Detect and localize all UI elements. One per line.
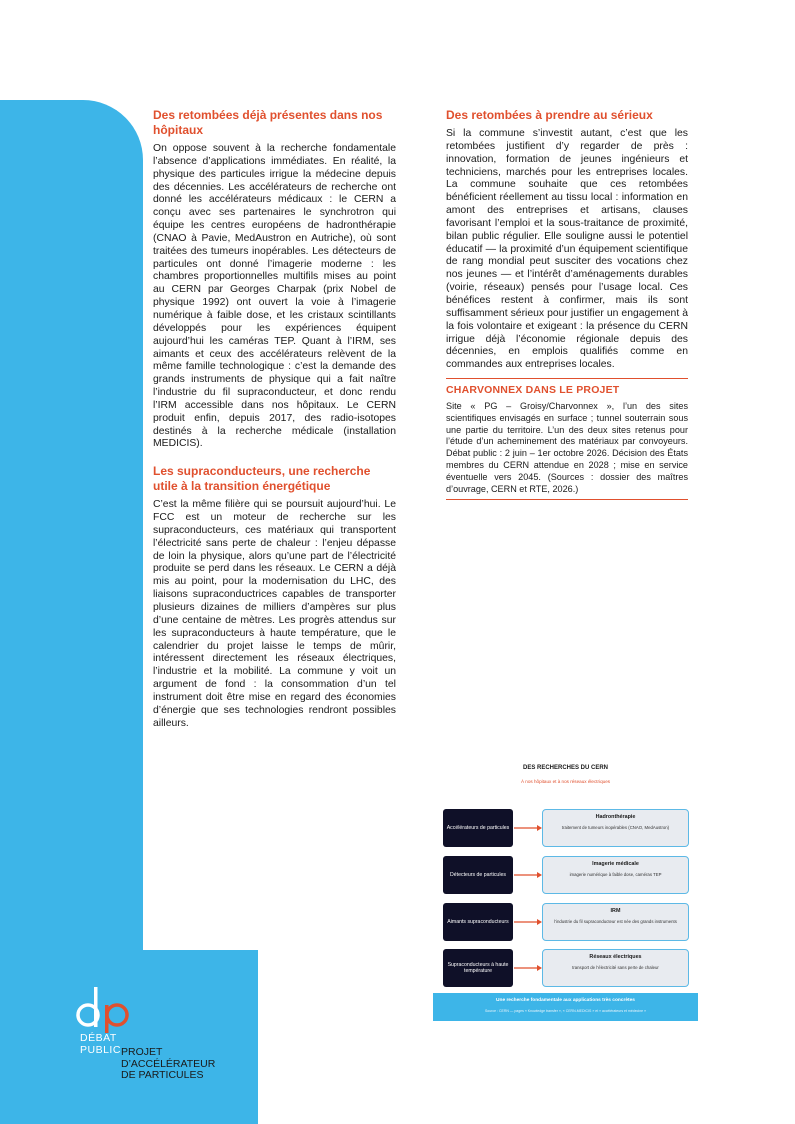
project-line-3: DE PARTICULES bbox=[121, 1069, 204, 1081]
arrow-icon bbox=[513, 823, 543, 833]
project-line-1: PROJET bbox=[121, 1046, 163, 1058]
section-text-hopitaux: On oppose souvent à la recherche fondamentale l’absence d’applications immédiates. En réalité, la physique des particules irrigue la médecine depuis des décennies. Les accélérateurs de recherche ont donné les accélérateurs médicaux : le CERN a conçu avec ses partenaires le synchrotron qui équipe les centres européens de hadronthérapie (CNAO à Pavie, MedAustron en Autriche), où sont traitées des tumeurs inopérables. Les détecteurs de particules ont donné l’imagerie moderne : les chambres proportionnelles multifils mises au point au CERN par Georges Charpak (prix Nobel de physique 1992) ont ouvert la voie à l’imagerie numérique à faible dose, et les cristaux scintillants développés pour les expériences équipent aujourd’hui les caméras TEP. Quant à l’IRM, ses aimants et ceux des accélérateurs relèvent de la même famille technologique : c’est la demande des grands instruments de physique qui a fait naître l’industrie du fil supraconducteur, et donc rendu l’IRM accessible dans nos hôpitaux. Le CERN produit enfin, depuis 2017, des radio-isotopes destinés à la recherche médicale (installation MEDICIS). bbox=[153, 143, 396, 450]
logo-project-name bbox=[121, 1047, 215, 1082]
diagram-subtitle: À nos hôpitaux et à nos réseaux électriques bbox=[520, 779, 611, 784]
application-desc: l’industrie du fil supraconducteur est née des grands instruments bbox=[554, 919, 677, 924]
arrow-icon bbox=[513, 870, 543, 880]
diagram-application-box bbox=[542, 903, 689, 941]
debat-public-logo bbox=[66, 985, 246, 1085]
charvonnex-box bbox=[446, 378, 688, 500]
diagram-footer bbox=[433, 993, 698, 1021]
right-column bbox=[446, 108, 688, 500]
application-title: Réseaux électriques bbox=[589, 954, 642, 960]
logo-debat-public bbox=[80, 1032, 121, 1056]
section-text-retombees: Si la commune s’investit autant, c’est que les retombées justifient d’y regarder de près : innovation, formation de jeunes ingénieurs et techniciens, marchés pour les entreprises locales. La commune souhaite que ces retombées bénéficient réellement au tissu local : information en amont des entreprises et artisans, clauses favorisant l’emploi et la sous-traitance de proximité, bilan public régulier. Elle souligne aussi le potentiel éducatif — la proximité d’un équipement scientifique de rang mondial peut susciter des vocations chez nos jeunes — et l’intérêt d’aménagements durables (voirie, réseaux) pensés pour l’usage local. Ces bénéfices restent à confirmer, mais ils sont suffisamment sérieux pour justifier un engagement à la fois volontaire et exigeant : la présence du CERN irrigue déjà l’économie régionale depuis des décennies, en emplois qualifiés comme en commandes aux entreprises locales. bbox=[446, 128, 688, 371]
application-desc: transport de l’électricité sans perte de chaleur bbox=[572, 965, 659, 970]
cern-diagram bbox=[433, 757, 698, 1022]
diagram-source-box: Supraconducteurs à haute température bbox=[443, 949, 513, 987]
section-text-supraconducteurs: C’est la même filière qui se poursuit aujourd’hui. Le FCC est un moteur de recherche sur les supraconducteurs, ces matériaux qui transportent l’électricité sans perte de chaleur : l’enjeu dépasse de loin la physique, alors qu’une part de l’électricité produite se perd dans les réseaux. Le CERN a déjà mis au point, pour la modernisation du LHC, des liaisons supraconductrices capables de transporter plusieurs dizaines de milliers d’ampères sur plus d’une centaine de mètres. Les progrès attendus sur les supraconducteurs à haute température, que le calendrier du projet laisse le temps de mûrir, intéressent directement les réseaux électriques, l’industrie et la mobilité. La commune y voit un argument de fond : la consommation d’un tel instrument doit être mise en regard des économies d’énergie que ses technologies rendront possibles ailleurs. bbox=[153, 499, 396, 729]
diagram-application-box bbox=[542, 949, 689, 987]
application-title: Imagerie médicale bbox=[592, 861, 639, 867]
diagram-source-box: Détecteurs de particules bbox=[443, 856, 513, 894]
arrow-icon bbox=[513, 917, 543, 927]
diagram-title: DES RECHERCHES DU CERN bbox=[522, 765, 608, 771]
diagram-source-box: Aimants supraconducteurs bbox=[443, 903, 513, 941]
dp-logo-icon bbox=[74, 985, 144, 1033]
diagram-application-box bbox=[542, 809, 689, 847]
section-title-hopitaux: Des retombées déjà présentes dans nos hôpitaux bbox=[153, 108, 383, 137]
section-title-supraconducteurs: Les supraconducteurs, une recherche utile à la transition énergétique bbox=[153, 464, 371, 494]
logo-debat: DÉBAT bbox=[80, 1032, 117, 1044]
project-line-2: D’ACCÉLÉRATEUR bbox=[121, 1057, 216, 1070]
diagram-source-box: Accélérateurs de particules bbox=[443, 809, 513, 847]
section-title-retombees: Des retombées à prendre au sérieux bbox=[446, 108, 653, 122]
box-text: Site « PG – Groisy/Charvonnex », l’un des sites scientifiques envisagés en surface ; tunnel souterrain sous une partie du territoire. L’un des deux sites retenus pour l’étude d’un acheminement des matériaux par convoyeurs. Débat public : 2 juin – 1er octobre 2026. Décision des États membres du CERN attendue en 2028 ; mise en service éventuelle vers 2045. (Sources : dossier des maîtres d’ouvrage, CERN et RTE, 2026.) bbox=[446, 401, 688, 494]
arrow-icon bbox=[513, 963, 543, 973]
application-desc: imagerie numérique à faible dose, caméras TEP bbox=[569, 872, 662, 877]
diagram-footer-source: Source : CERN — pages « Knowledge transfer », « CERN-MEDICIS » et « accélérateurs et médecine » bbox=[484, 1009, 647, 1013]
application-title: Hadronthérapie bbox=[595, 814, 636, 820]
left-column bbox=[153, 108, 396, 730]
application-desc: traitement de tumeurs inopérables (CNAO, MedAustron) bbox=[561, 825, 670, 830]
logo-public: PUBLIC bbox=[80, 1044, 121, 1056]
diagram-footer-title: Une recherche fondamentale aux applications très concrètes bbox=[496, 998, 635, 1003]
diagram-application-box bbox=[542, 856, 689, 894]
box-title: CHARVONNEX DANS LE PROJET bbox=[446, 384, 620, 397]
application-title: IRM bbox=[610, 908, 621, 914]
